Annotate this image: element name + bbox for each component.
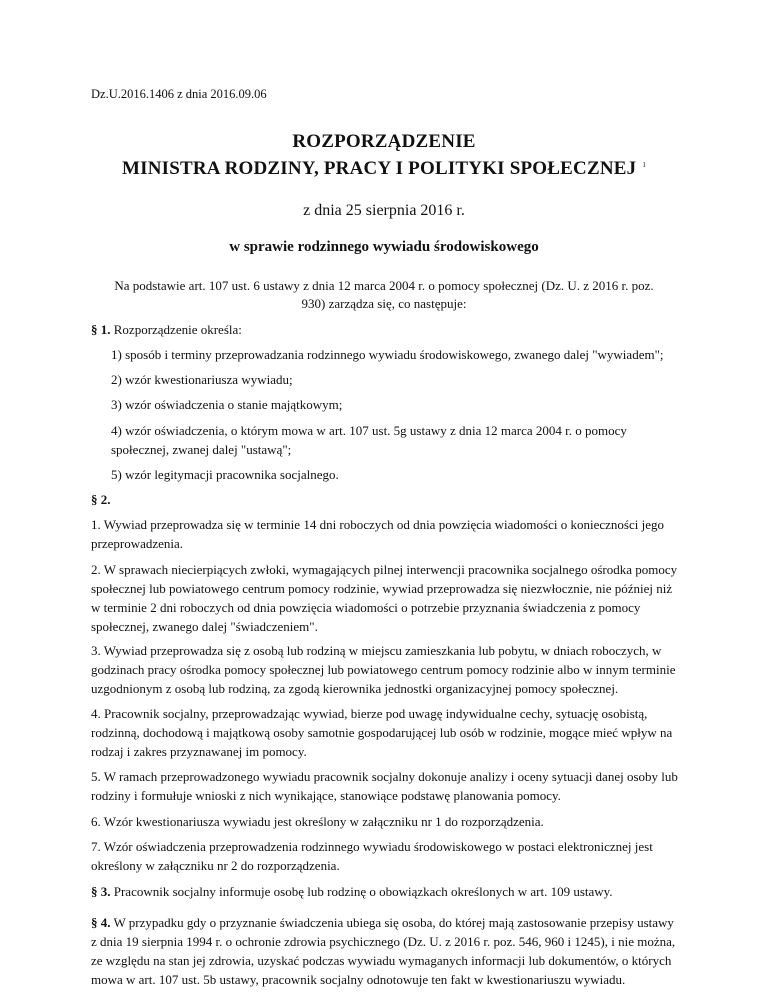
section-4-mark: § 4. (91, 915, 111, 930)
section-1-item-3: 3) wzór oświadczenia o stanie majątkowym; (111, 397, 343, 412)
section-1-heading (91, 320, 681, 339)
section-2-para-1: 1. Wywiad przeprowadza się w terminie 14 dni roboczych od dnia powzięcia wiadomości o konieczności jego przeprowadzenia. (91, 517, 664, 551)
section-1-item-5: 5) wzór legitymacji pracownika socjalnego. (111, 467, 339, 482)
section-3 (91, 882, 681, 901)
title-footnote-marker[interactable]: 1 (642, 160, 647, 169)
section-1-item-4: 4) wzór oświadczenia, o którym mowa w art. 107 ust. 5g ustawy z dnia 12 marca 2004 r. o pomocy społecznej, zwanej dalej "ustawą"; (111, 423, 627, 457)
document-subject: w sprawie rodzinnego wywiadu środowiskowego (229, 239, 539, 255)
section-2-mark: § 2. (91, 492, 111, 507)
section-1-mark: § 1. (91, 322, 111, 337)
section-2-para-4: 4. Pracownik socjalny, przeprowadzając wywiad, bierze pod uwagę indywidualne cechy, sytuację osobistą, rodzinną, dochodową i majątkową osoby samotnie gospodarującej lub osób w rodzinie, mogące mieć wpływ na rodzaj i zakres przyznawanej im pomocy. (91, 706, 673, 759)
document-date: z dnia 25 sierpnia 2016 r. (303, 202, 465, 219)
section-2-para-3: 3. Wywiad przeprowadza się z osobą lub rodziną w miejscu zamieszkania lub pobytu, w dniach roboczych, w godzinach pracy ośrodka pomocy społecznej lub powiatowego centrum pomocy rodzinie albo w innym terminie uzgodnionym z osobą lub rodziną, za zgodą kierownika jednostki organizacyjnej pomocy społecznej. (91, 643, 676, 696)
section-2-para-2: 2. W sprawach niecierpiących zwłoki, wymagających pilnej interwencji pracownika socjalnego ośrodka pomocy społecznej lub powiatowego centrum pomocy rodzinie, wywiad przeprowadza się niezwłocznie, nie później niż w terminie 2 dni roboczych od dnia powzięcia wiadomości o potrzebie przyznania świadczenia z pomocy społecznej, zwanego dalej "świadczeniem". (91, 562, 678, 634)
section-1-text: Rozporządzenie określa: (113, 322, 242, 337)
title-line-2 (0, 158, 768, 180)
section-3-text: Pracownik socjalny informuje osobę lub rodzinę o obowiązkach określonych w art. 109 ustawy. (113, 884, 613, 899)
section-2-para-6: 6. Wzór kwestionariusza wywiadu jest określony w załączniku nr 1 do rozporządzenia. (91, 814, 544, 829)
source-reference: Dz.U.2016.1406 z dnia 2016.09.06 (91, 87, 267, 101)
section-3-mark: § 3. (91, 884, 111, 899)
section-1-item-1: 1) sposób i terminy przeprowadzania rodzinnego wywiadu środowiskowego, zwanego dalej "wywiadem"; (111, 347, 664, 362)
section-4-text: W przypadku gdy o przyznanie świadczenia ubiega się osoba, do której mają zastosowanie przepisy ustawy z dnia 19 sierpnia 1994 r. o ochronie zdrowia psychicznego (Dz. U. z 2016 r. poz. 546, 960 i 1245), i nie można, ze względu na stan jej zdrowia, uzyskać podczas wywiadu wymaganych informacji lub dokumentów, o których mowa w art. 107 ust. 5b ustawy, pracownik socjalny odnotowuje ten fakt w kwestionariuszu wywiadu. (91, 915, 676, 987)
title-line-2-text: MINISTRA RODZINY, PRACY I POLITYKI SPOŁECZNEJ (121, 158, 637, 179)
section-4 (91, 913, 681, 989)
section-2-para-5: 5. W ramach przeprowadzonego wywiadu pracownik socjalny dokonuje analizy i oceny sytuacji danej osoby lub rodziny i formułuje wnioski z nich wynikające, stanowiące podstawę planowania pomocy. (91, 769, 678, 803)
section-1-item-2: 2) wzór kwestionariusza wywiadu; (111, 372, 293, 387)
legal-basis-intro: Na podstawie art. 107 ust. 6 ustawy z dnia 12 marca 2004 r. o pomocy społecznej (Dz. U. z 2016 r. poz. 930) zarządza się, co następuje: (114, 278, 654, 311)
title-line-1: ROZPORZĄDZENIE (292, 131, 476, 152)
section-2-para-7: 7. Wzór oświadczenia przeprowadzenia rodzinnego wywiadu środowiskowego w postaci elektronicznej jest określony w załączniku nr 2 do rozporządzenia. (91, 839, 653, 873)
